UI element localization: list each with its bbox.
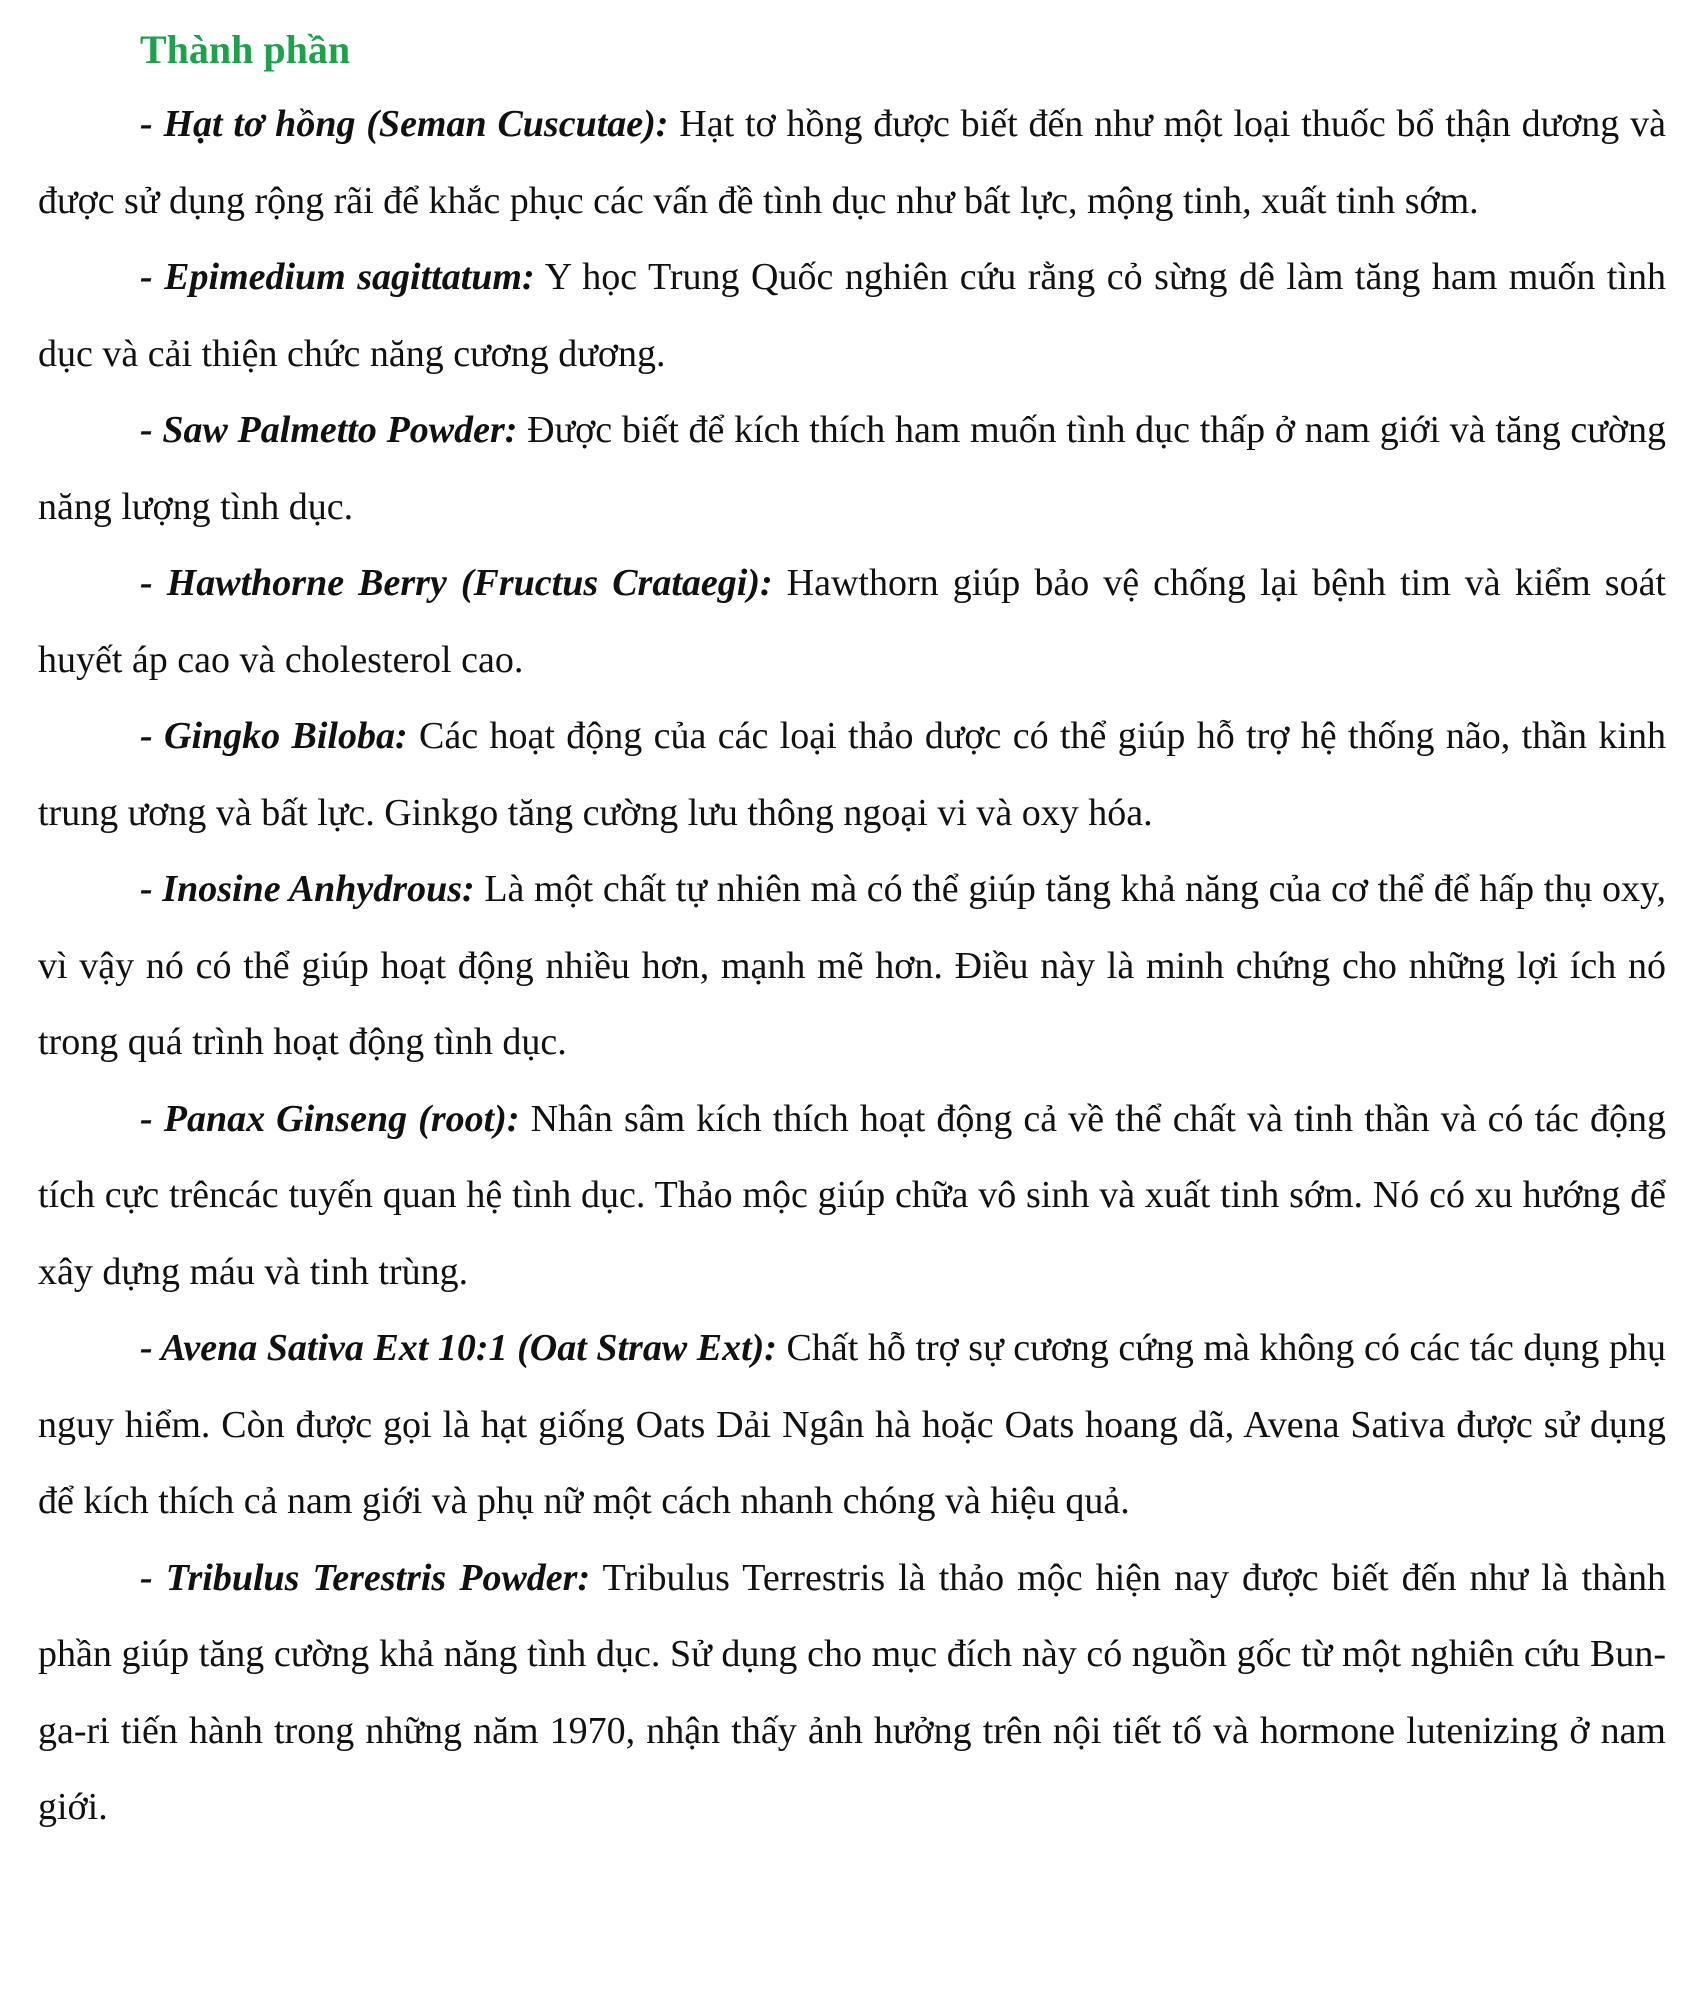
ingredient-entry [38, 1081, 1666, 1311]
ingredient-description: Chất hỗ trợ sự cương cứng mà không có các tác dụng phụ nguy hiểm. Còn được gọi là hạt giống Oats Dải Ngân hà hoặc Oats hoang dã, Avena Sativa được sử dụng để kích thích cả nam giới và phụ nữ một cách nhanh chóng và hiệu quả. [38, 1327, 1666, 1522]
ingredient-description: Hawthorn giúp bảo vệ chống lại bệnh tim và kiểm soát huyết áp cao và cholesterol cao. [38, 562, 1666, 681]
section-heading: Thành phần [140, 27, 351, 72]
ingredient-entry [38, 1310, 1666, 1540]
ingredient-term: - Gingko Biloba: [140, 715, 408, 757]
ingredient-entry [38, 86, 1666, 239]
ingredient-term: - Panax Ginseng (root): [140, 1097, 520, 1140]
ingredient-term: - Hawthorne Berry (Fructus Crataegi): [140, 562, 773, 604]
ingredient-description: Các hoạt động của các loại thảo dược có thể giúp hỗ trợ hệ thống não, thần kinh trung ương và bất lực. Ginkgo tăng cường lưu thông ngoại vi và oxy hóa. [38, 715, 1666, 834]
ingredient-description: Hạt tơ hồng được biết đến như một loại thuốc bổ thận dương và được sử dụng rộng rãi để khắc phục các vấn đề tình dục như bất lực, mộng tinh, xuất tinh sớm. [38, 103, 1666, 222]
ingredient-description: Tribulus Terrestris là thảo mộc hiện nay được biết đến như là thành phần giúp tăng cường khả năng tình dục. Sử dụng cho mục đích này có nguồn gốc từ một nghiên cứu Bun-ga-ri tiến hành trong những năm 1970, nhận thấy ảnh hưởng trên nội tiết tố và hormone lutenizing ở nam giới. [38, 1556, 1666, 1828]
ingredient-entry [38, 851, 1666, 1081]
ingredient-description: Là một chất tự nhiên mà có thể giúp tăng khả năng của cơ thể để hấp thụ oxy, vì vậy nó có thể giúp hoạt động nhiều hơn, mạnh mẽ hơn. Điều này là minh chứng cho những lợi ích nó trong quá trình hoạt động tình dục. [38, 868, 1666, 1063]
ingredient-entry [38, 239, 1666, 392]
ingredient-term: - Hạt tơ hồng (Seman Cuscutae): [140, 103, 669, 145]
ingredient-description: Được biết để kích thích ham muốn tình dục thấp ở nam giới và tăng cường năng lượng tình dục. [38, 409, 1666, 528]
ingredient-term: - Epimedium sagittatum: [140, 256, 535, 298]
ingredient-entry [38, 545, 1666, 698]
ingredient-description: Y học Trung Quốc nghiên cứu rằng cỏ sừng dê làm tăng ham muốn tình dục và cải thiện chức năng cương dương. [38, 256, 1666, 375]
ingredient-entry [38, 1540, 1666, 1846]
ingredient-term: - Saw Palmetto Powder: [140, 409, 518, 451]
ingredient-entry [38, 698, 1666, 851]
ingredient-term: - Avena Sativa Ext 10:1 (Oat Straw Ext): [140, 1327, 777, 1369]
ingredient-description: Nhân sâm kích thích hoạt động cả về thể chất và tinh thần và có tác động tích cực trêncác tuyến quan hệ tình dục. Thảo mộc giúp chữa vô sinh và xuất tinh sớm. Nó có xu hướng để xây dựng máu và tinh trùng. [38, 1097, 1666, 1293]
ingredient-entry [38, 392, 1666, 545]
document-page [38, 22, 1666, 1846]
ingredient-term: - Tribulus Terestris Powder: [140, 1556, 591, 1599]
ingredient-term: - Inosine Anhydrous: [140, 868, 475, 910]
